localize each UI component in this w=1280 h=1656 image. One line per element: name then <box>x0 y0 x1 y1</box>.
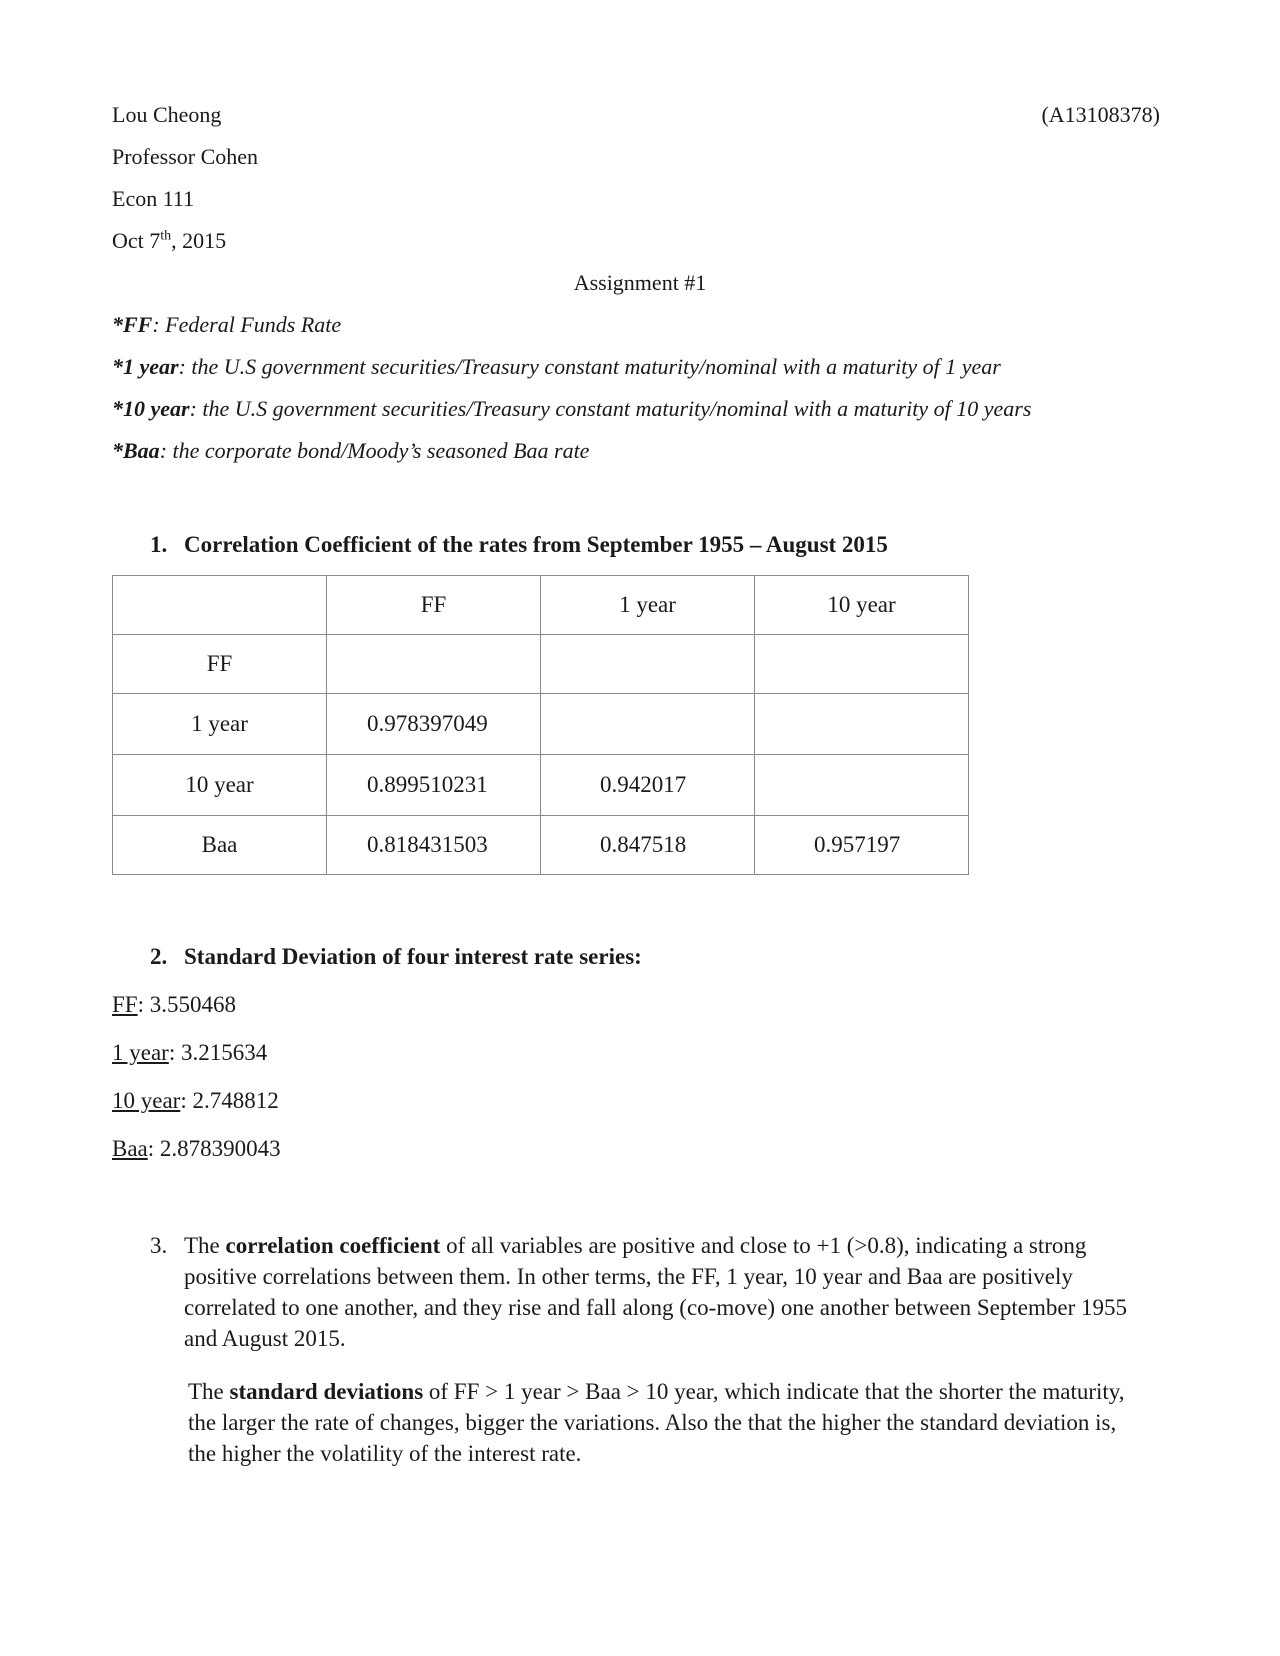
std-dev-baa <box>112 1136 281 1162</box>
section-3-paragraph-1 <box>150 1230 1154 1354</box>
std-dev-value: : 3.550468 <box>137 992 236 1017</box>
std-dev-value: : 2.878390043 <box>147 1136 281 1161</box>
table-cell: 0.899510231 <box>327 755 541 816</box>
row-header: 10 year <box>113 755 327 816</box>
table-row <box>113 694 969 755</box>
column-header: FF <box>327 576 541 635</box>
course-name: Econ 111 <box>112 186 195 211</box>
std-dev-ff <box>112 992 236 1018</box>
assignment-title: Assignment #1 <box>573 270 707 295</box>
definition-text: : the corporate bond/Moody’s seasoned Baa rate <box>159 438 590 463</box>
definition-text: : the U.S government securities/Treasury constant maturity/nominal with a maturity of 10 years <box>189 396 1032 421</box>
paragraph-text: of FF > 1 year > Baa > 10 year, which indicate that the shorter the maturity, the larger the rate of changes, bigger the variations. Also the that the higher the standard deviation is, the higher the volatility of the interest rate. <box>188 1379 1125 1466</box>
definition-text: : Federal Funds Rate <box>152 312 342 337</box>
column-header: 10 year <box>755 576 969 635</box>
table-cell <box>327 635 541 694</box>
row-header: FF <box>113 635 327 694</box>
paragraph-text: of all variables are positive and close to +1 (>0.8), indicating a strong positive correlations between them. In other terms, the FF, 1 year, 10 year and Baa are positively correlated to one another, and they rise and fall along (co-move) one another between September 1955 and August 2015. <box>184 1233 1127 1351</box>
definition-term: *1 year <box>112 354 179 379</box>
table-cell: 0.978397049 <box>327 694 541 755</box>
definition-baa <box>112 438 589 464</box>
column-header: 1 year <box>541 576 755 635</box>
paragraph-bold-term: standard deviations <box>229 1379 424 1404</box>
paragraph-text: The <box>188 1379 230 1404</box>
row-header: Baa <box>113 816 327 875</box>
paragraph-text: The <box>184 1233 226 1258</box>
std-dev-value: : 2.748812 <box>180 1088 279 1113</box>
table-cell <box>755 694 969 755</box>
section-number: 2. <box>150 944 168 969</box>
std-dev-label: Baa <box>112 1136 148 1161</box>
table-cell <box>541 694 755 755</box>
std-dev-label: FF <box>112 992 138 1017</box>
std-dev-10-year <box>112 1088 279 1114</box>
row-header: 1 year <box>113 694 327 755</box>
correlation-table <box>112 575 969 875</box>
table-row <box>113 755 969 816</box>
professor-name: Professor Cohen <box>112 144 259 169</box>
date-suffix: , 2015 <box>171 228 227 253</box>
table-cell: 0.957197 <box>755 816 969 875</box>
table-row <box>113 635 969 694</box>
section-2-heading <box>150 944 642 970</box>
definition-term: *FF <box>112 312 153 337</box>
date-superscript: th <box>160 228 172 244</box>
date-prefix: Oct 7 <box>112 228 161 253</box>
section-number: 1. <box>150 532 168 557</box>
student-id: (A13108378) <box>1041 102 1160 127</box>
table-cell: 0.818431503 <box>327 816 541 875</box>
section-heading-text: Correlation Coefficient of the rates from September 1955 – August 2015 <box>184 532 888 557</box>
section-1-heading <box>150 532 888 558</box>
definition-term: *10 year <box>112 396 190 421</box>
std-dev-1-year <box>112 1040 267 1066</box>
table-cell <box>755 755 969 816</box>
table-corner-cell <box>113 576 327 635</box>
std-dev-value: : 3.215634 <box>168 1040 268 1065</box>
std-dev-label: 1 year <box>112 1040 169 1065</box>
table-cell <box>541 635 755 694</box>
assignment-date <box>112 228 226 254</box>
definition-text: : the U.S government securities/Treasury constant maturity/nominal with a maturity of 1 year <box>178 354 1001 379</box>
paragraph-bold-term: correlation coefficient <box>225 1233 441 1258</box>
table-row <box>113 816 969 875</box>
table-cell: 0.847518 <box>541 816 755 875</box>
definition-term: *Baa <box>112 438 160 463</box>
definition-10-year <box>112 396 1031 422</box>
table-cell <box>755 635 969 694</box>
table-header-row <box>113 576 969 635</box>
section-3-paragraph-2 <box>188 1376 1128 1469</box>
section-number: 3. <box>150 1233 168 1258</box>
table-cell: 0.942017 <box>541 755 755 816</box>
student-name: Lou Cheong <box>112 102 222 127</box>
definition-ff <box>112 312 341 338</box>
section-heading-text: Standard Deviation of four interest rate series: <box>184 944 642 969</box>
std-dev-label: 10 year <box>112 1088 181 1113</box>
definition-1-year <box>112 354 1001 380</box>
